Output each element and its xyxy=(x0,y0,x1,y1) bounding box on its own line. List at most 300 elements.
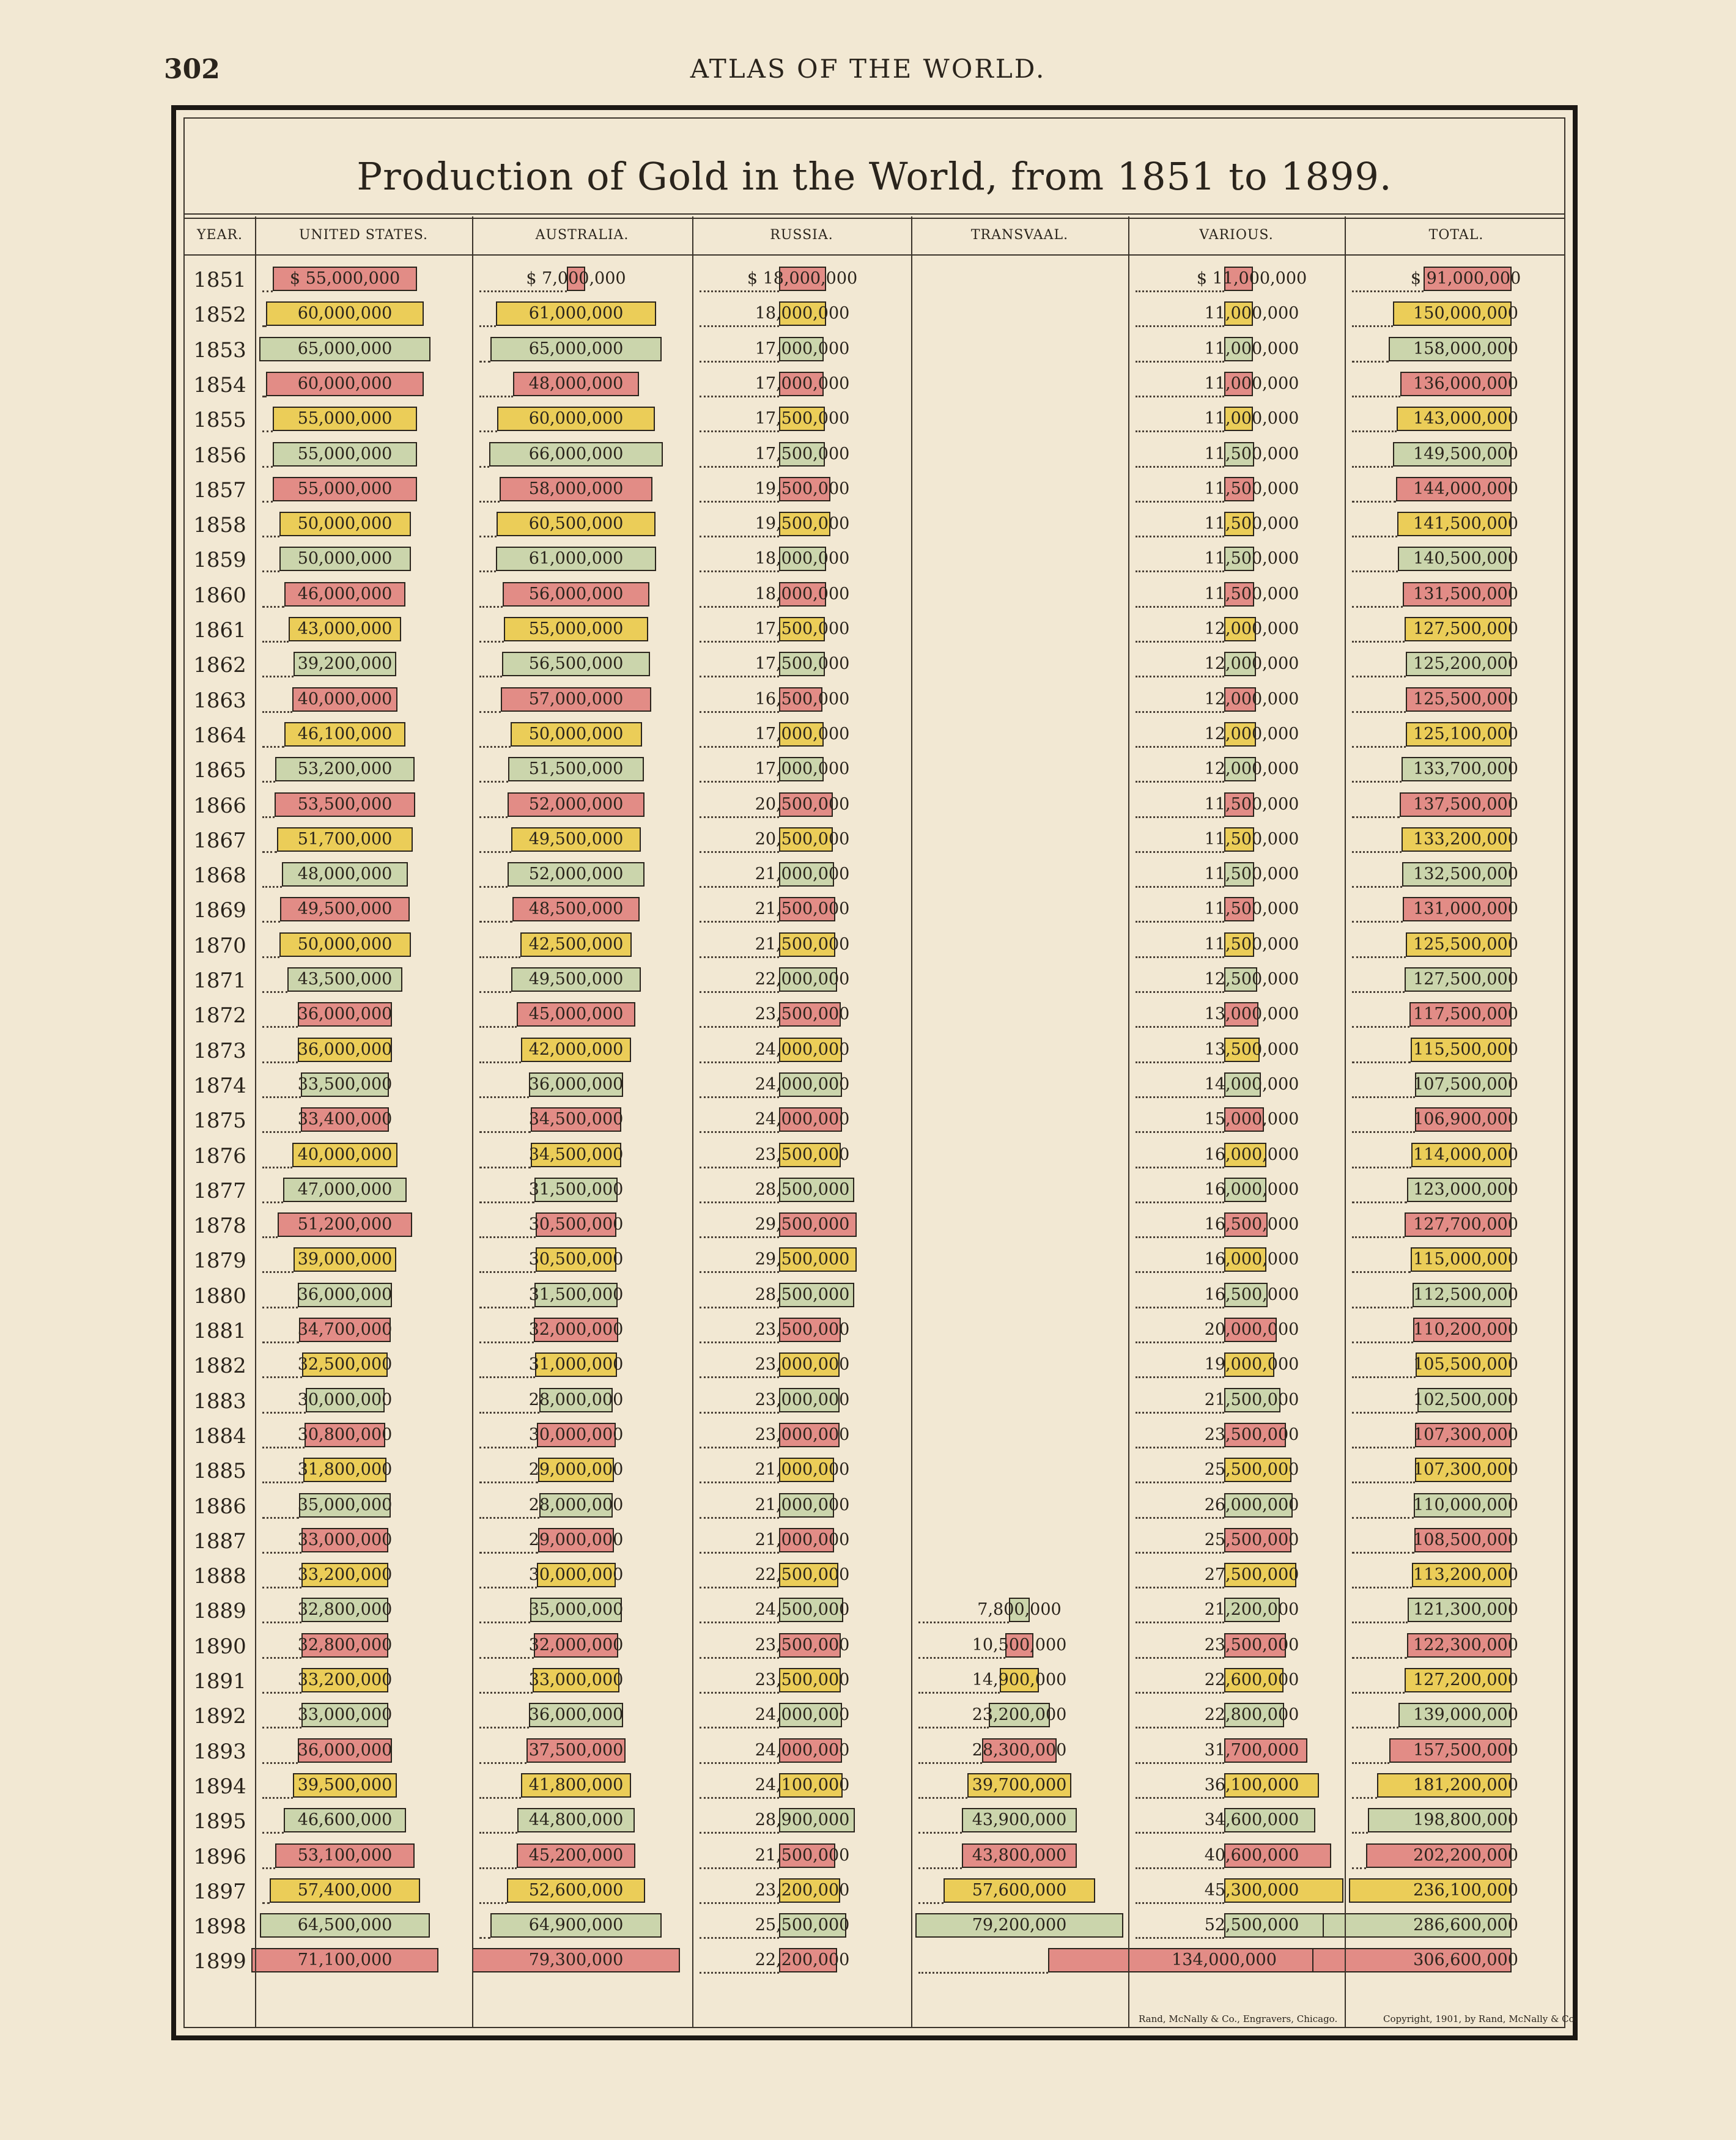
dotted-leader xyxy=(479,676,502,677)
value-label-australia: 30,500,000 xyxy=(528,1215,624,1234)
value-label-total: 117,500,000 xyxy=(1413,1005,1518,1024)
dotted-leader xyxy=(262,1797,293,1799)
value-label-russia: 23,500,000 xyxy=(755,1145,850,1164)
value-label-total: 107,500,000 xyxy=(1413,1074,1518,1094)
dotted-leader xyxy=(479,956,520,958)
value-label-united-states: 50,000,000 xyxy=(297,549,393,569)
value-label-united-states: $ 55,000,000 xyxy=(289,269,401,288)
dotted-leader xyxy=(1136,1727,1224,1729)
value-label-various: 12,000,000 xyxy=(1204,724,1299,743)
dotted-leader xyxy=(918,1832,962,1834)
dotted-leader xyxy=(1136,711,1224,713)
dotted-leader xyxy=(479,1271,536,1273)
dotted-leader xyxy=(262,886,282,888)
year-label: 1878 xyxy=(193,1214,246,1239)
dotted-leader xyxy=(700,1727,779,1729)
value-label-australia: 60,000,000 xyxy=(528,409,624,429)
value-label-united-states: 31,800,000 xyxy=(297,1460,393,1480)
dotted-leader xyxy=(700,606,779,608)
value-label-russia: 17,000,000 xyxy=(755,374,850,393)
dotted-leader xyxy=(700,991,779,993)
value-label-various: 12,000,000 xyxy=(1204,619,1299,638)
value-label-total: 136,000,000 xyxy=(1413,374,1518,393)
dotted-leader xyxy=(1352,1096,1415,1098)
dotted-leader xyxy=(700,290,779,292)
value-label-various: 20,000,000 xyxy=(1204,1320,1299,1339)
value-label-various: 16,000,000 xyxy=(1204,1145,1299,1164)
dotted-leader xyxy=(1352,886,1402,888)
value-label-united-states: 36,000,000 xyxy=(297,1285,393,1304)
column-header: UNITED STATES. xyxy=(298,227,429,243)
table-row xyxy=(185,333,1564,367)
value-label-transvaal: 79,200,000 xyxy=(972,1916,1067,1935)
dotted-leader xyxy=(479,1201,534,1203)
value-label-russia: 25,500,000 xyxy=(755,1916,850,1935)
dotted-leader xyxy=(1352,1657,1407,1659)
value-label-total: 181,200,000 xyxy=(1413,1775,1518,1795)
dotted-leader xyxy=(700,1307,779,1308)
value-label-united-states: 36,000,000 xyxy=(297,1740,393,1760)
value-label-australia: 30,000,000 xyxy=(528,1565,624,1585)
value-label-various: 19,000,000 xyxy=(1204,1355,1299,1374)
value-label-russia: 23,000,000 xyxy=(755,1390,850,1409)
dotted-leader xyxy=(700,1552,779,1554)
dotted-leader xyxy=(1352,711,1406,713)
dotted-leader xyxy=(1136,1762,1224,1764)
dotted-leader xyxy=(262,1517,299,1519)
table-row xyxy=(185,1104,1564,1138)
value-label-various: 26,000,000 xyxy=(1204,1495,1299,1515)
value-label-total: 144,000,000 xyxy=(1413,479,1518,498)
value-label-total: 110,200,000 xyxy=(1413,1320,1518,1339)
value-label-various: 11,500,000 xyxy=(1204,865,1299,884)
value-label-russia: 28,900,000 xyxy=(755,1810,850,1830)
dotted-leader xyxy=(479,325,496,327)
dotted-leader xyxy=(479,290,567,292)
value-label-united-states: 40,000,000 xyxy=(297,689,393,709)
value-label-united-states: 48,000,000 xyxy=(297,865,393,884)
dotted-leader xyxy=(700,536,779,537)
value-label-australia: 65,000,000 xyxy=(528,339,624,358)
value-label-australia: 31,500,000 xyxy=(528,1179,624,1199)
table-row xyxy=(185,1524,1564,1559)
dotted-leader xyxy=(700,396,779,397)
dotted-leader xyxy=(262,816,275,818)
dotted-leader xyxy=(262,1832,284,1834)
dotted-leader xyxy=(1352,1552,1414,1554)
value-label-russia: 24,000,000 xyxy=(755,1110,850,1129)
dotted-leader xyxy=(1136,1657,1224,1659)
value-label-total: 125,500,000 xyxy=(1413,689,1518,709)
value-label-transvaal: 134,000,000 xyxy=(1172,1950,1277,1970)
value-label-australia: 56,500,000 xyxy=(528,654,624,674)
dotted-leader xyxy=(918,1622,1009,1623)
value-label-total: $ 91,000,000 xyxy=(1410,269,1521,288)
dotted-leader xyxy=(1136,536,1224,537)
table-row xyxy=(185,858,1564,893)
dotted-leader xyxy=(479,1902,507,1904)
value-label-australia: 61,000,000 xyxy=(528,304,624,323)
value-label-united-states: 33,000,000 xyxy=(297,1530,393,1549)
value-label-various: $ 11,000,000 xyxy=(1196,269,1307,288)
column-header: AUSTRALIA. xyxy=(535,227,629,243)
dotted-leader xyxy=(700,361,779,363)
dotted-leader xyxy=(262,1587,301,1588)
value-label-united-states: 32,800,000 xyxy=(297,1635,393,1655)
dotted-leader xyxy=(1136,1902,1224,1904)
dotted-leader xyxy=(262,501,273,503)
dotted-leader xyxy=(1352,781,1402,783)
value-label-united-states: 32,500,000 xyxy=(297,1355,393,1374)
value-label-total: 125,500,000 xyxy=(1413,934,1518,954)
dotted-leader xyxy=(479,1552,538,1554)
dotted-leader xyxy=(1136,501,1224,503)
value-label-united-states: 43,500,000 xyxy=(297,970,393,989)
value-label-various: 15,000,000 xyxy=(1204,1110,1299,1129)
table-row xyxy=(185,1769,1564,1804)
value-label-australia: 64,900,000 xyxy=(528,1916,624,1935)
value-label-australia: 61,000,000 xyxy=(528,549,624,569)
dotted-leader xyxy=(479,1026,517,1028)
table-row xyxy=(185,1840,1564,1874)
value-label-various: 12,000,000 xyxy=(1204,689,1299,709)
value-label-total: 141,500,000 xyxy=(1413,514,1518,534)
year-label: 1882 xyxy=(193,1354,246,1379)
table-row xyxy=(185,1699,1564,1733)
dotted-leader xyxy=(1136,921,1224,923)
year-label: 1865 xyxy=(193,758,246,783)
dotted-leader xyxy=(700,1167,779,1168)
dotted-leader xyxy=(1136,816,1224,818)
dotted-leader xyxy=(700,781,779,783)
dotted-leader xyxy=(479,1061,521,1063)
value-label-russia: 17,500,000 xyxy=(755,409,850,429)
dotted-leader xyxy=(1352,1131,1415,1133)
table-row xyxy=(185,298,1564,332)
year-label: 1859 xyxy=(193,548,246,573)
value-label-australia: 41,800,000 xyxy=(528,1775,624,1795)
value-label-australia: 28,000,000 xyxy=(528,1390,624,1409)
dotted-leader xyxy=(1352,325,1393,327)
dotted-leader xyxy=(700,711,779,713)
year-label: 1890 xyxy=(193,1634,246,1659)
value-label-russia: 18,000,000 xyxy=(755,304,850,323)
value-label-various: 25,500,000 xyxy=(1204,1460,1299,1480)
year-label: 1851 xyxy=(193,268,246,292)
dotted-leader xyxy=(1136,1832,1224,1834)
dotted-leader xyxy=(1352,290,1424,292)
table-row xyxy=(185,1875,1564,1909)
value-label-various: 23,500,000 xyxy=(1204,1425,1299,1444)
dotted-leader xyxy=(262,1341,299,1343)
value-label-various: 11,500,000 xyxy=(1204,934,1299,954)
value-label-australia: 57,000,000 xyxy=(528,689,624,709)
dotted-leader xyxy=(700,1587,779,1588)
dotted-leader xyxy=(700,1937,779,1939)
dotted-leader xyxy=(700,1061,779,1063)
value-label-united-states: 32,800,000 xyxy=(297,1600,393,1620)
value-label-total: 125,200,000 xyxy=(1413,654,1518,674)
year-label: 1872 xyxy=(193,1003,246,1028)
table-frame xyxy=(171,105,1578,2040)
value-label-australia: 49,500,000 xyxy=(528,970,624,989)
dotted-leader xyxy=(479,466,489,468)
dotted-leader xyxy=(479,921,512,923)
value-label-russia: 20,500,000 xyxy=(755,829,850,849)
table-row xyxy=(185,929,1564,963)
dotted-leader xyxy=(262,921,280,923)
table-row xyxy=(185,1384,1564,1419)
dotted-leader xyxy=(1352,1447,1415,1448)
year-label: 1866 xyxy=(193,793,246,818)
dotted-leader xyxy=(1136,851,1224,853)
table-row xyxy=(185,368,1564,402)
dotted-leader xyxy=(479,501,500,503)
value-label-united-states: 50,000,000 xyxy=(297,514,393,534)
dotted-leader xyxy=(1136,1587,1224,1588)
dotted-leader xyxy=(700,1271,779,1273)
value-label-russia: 23,000,000 xyxy=(755,1425,850,1444)
dotted-leader xyxy=(479,430,497,432)
value-label-various: 16,500,000 xyxy=(1204,1285,1299,1304)
dotted-leader xyxy=(700,1517,779,1519)
dotted-leader xyxy=(262,1061,298,1063)
year-label: 1894 xyxy=(193,1774,246,1799)
value-label-total: 113,200,000 xyxy=(1413,1565,1518,1585)
value-label-total: 157,500,000 xyxy=(1413,1740,1518,1760)
table-row xyxy=(185,824,1564,858)
value-label-australia: 45,000,000 xyxy=(528,1005,624,1024)
value-label-transvaal: 39,700,000 xyxy=(972,1775,1067,1795)
year-label: 1864 xyxy=(193,723,246,748)
value-label-united-states: 53,100,000 xyxy=(297,1845,393,1865)
value-label-russia: 29,500,000 xyxy=(755,1215,850,1234)
value-label-australia: 58,000,000 xyxy=(528,479,624,498)
value-label-australia: 44,800,000 xyxy=(528,1810,624,1830)
value-label-various: 40,600,000 xyxy=(1204,1845,1299,1865)
dotted-leader xyxy=(700,1447,779,1448)
dotted-leader xyxy=(700,1131,779,1133)
value-label-total: 102,500,000 xyxy=(1413,1390,1518,1409)
column-header: TRANSVAAL. xyxy=(970,227,1069,243)
value-label-various: 23,500,000 xyxy=(1204,1635,1299,1655)
value-label-various: 11,000,000 xyxy=(1204,304,1299,323)
dotted-leader xyxy=(700,1762,779,1764)
year-label: 1867 xyxy=(193,828,246,853)
dotted-leader xyxy=(1136,1692,1224,1694)
dotted-leader xyxy=(1136,1552,1224,1554)
dotted-leader xyxy=(479,1867,517,1869)
dotted-leader xyxy=(479,396,513,397)
value-label-various: 11,500,000 xyxy=(1204,584,1299,603)
table-row xyxy=(185,543,1564,577)
dotted-leader xyxy=(700,570,779,572)
value-label-russia: 17,000,000 xyxy=(755,724,850,743)
dotted-leader xyxy=(262,1131,301,1133)
value-label-various: 16,000,000 xyxy=(1204,1179,1299,1199)
dotted-leader xyxy=(262,956,279,958)
dotted-leader xyxy=(1352,1727,1398,1729)
dotted-leader xyxy=(262,1867,275,1869)
value-label-australia: 51,500,000 xyxy=(528,759,624,779)
value-label-transvaal: 14,900,000 xyxy=(972,1670,1067,1689)
dotted-leader xyxy=(262,570,279,572)
table-row xyxy=(185,1174,1564,1208)
value-label-russia: 23,200,000 xyxy=(755,1880,850,1900)
value-label-various: 45,300,000 xyxy=(1204,1880,1299,1900)
value-label-australia: 48,500,000 xyxy=(528,899,624,919)
value-label-australia: 60,500,000 xyxy=(528,514,624,534)
value-label-russia: 23,500,000 xyxy=(755,1670,850,1689)
dotted-leader xyxy=(479,1376,535,1378)
dotted-leader xyxy=(700,1376,779,1378)
dotted-leader xyxy=(262,1727,301,1729)
dotted-leader xyxy=(700,921,779,923)
value-label-total: 110,000,000 xyxy=(1413,1495,1518,1515)
dotted-leader xyxy=(700,1972,779,1974)
dotted-leader xyxy=(262,1026,298,1028)
dotted-leader xyxy=(700,430,779,432)
value-label-total: 236,100,000 xyxy=(1413,1880,1518,1900)
dotted-leader xyxy=(1352,676,1406,677)
value-label-russia: 17,000,000 xyxy=(755,759,850,779)
dotted-leader xyxy=(1136,1867,1224,1869)
dotted-leader xyxy=(1352,746,1406,748)
dotted-leader xyxy=(1136,290,1224,292)
value-label-russia: 16,500,000 xyxy=(755,689,850,709)
value-label-transvaal: 57,600,000 xyxy=(972,1880,1067,1900)
value-label-total: 143,000,000 xyxy=(1413,409,1518,429)
table-row xyxy=(185,1944,1564,1979)
value-label-total: 149,500,000 xyxy=(1413,444,1518,463)
dotted-leader xyxy=(1136,886,1224,888)
value-label-various: 11,000,000 xyxy=(1204,339,1299,358)
dotted-leader xyxy=(700,641,779,643)
dotted-leader xyxy=(700,1341,779,1343)
year-label: 1871 xyxy=(193,969,246,993)
value-label-australia: $ 7,000,000 xyxy=(526,269,626,288)
value-label-total: 105,500,000 xyxy=(1413,1355,1518,1374)
dotted-leader xyxy=(1352,816,1400,818)
dotted-leader xyxy=(262,1447,305,1448)
dotted-leader xyxy=(479,1762,526,1764)
dotted-leader xyxy=(262,1201,283,1203)
dotted-leader xyxy=(262,536,279,537)
dotted-leader xyxy=(479,536,497,537)
dotted-leader xyxy=(700,1201,779,1203)
value-label-various: 22,600,000 xyxy=(1204,1670,1299,1689)
value-label-total: 108,500,000 xyxy=(1413,1530,1518,1549)
value-label-various: 16,000,000 xyxy=(1204,1250,1299,1269)
dotted-leader xyxy=(479,1797,521,1799)
value-label-united-states: 46,000,000 xyxy=(297,584,393,603)
table-row xyxy=(185,1735,1564,1769)
value-label-australia: 56,000,000 xyxy=(528,584,624,603)
dotted-leader xyxy=(1352,956,1406,958)
year-label: 1860 xyxy=(193,583,246,608)
dotted-leader xyxy=(1136,1376,1224,1378)
dotted-leader xyxy=(1136,1131,1224,1133)
value-label-australia: 32,000,000 xyxy=(528,1635,624,1655)
year-label: 1880 xyxy=(193,1283,246,1308)
dotted-leader xyxy=(700,1902,779,1904)
dotted-leader xyxy=(1136,430,1224,432)
table-row xyxy=(185,508,1564,542)
value-label-australia: 79,300,000 xyxy=(528,1950,624,1970)
dotted-leader xyxy=(1352,1201,1407,1203)
dotted-leader xyxy=(1136,606,1224,608)
value-label-various: 31,700,000 xyxy=(1204,1740,1299,1760)
dotted-leader xyxy=(262,991,287,993)
value-label-united-states: 55,000,000 xyxy=(297,444,393,463)
value-label-australia: 48,000,000 xyxy=(528,374,624,393)
table-row xyxy=(185,718,1564,753)
table-row xyxy=(185,578,1564,613)
dotted-leader xyxy=(700,501,779,503)
dotted-leader xyxy=(1352,396,1400,397)
value-label-various: 11,500,000 xyxy=(1204,479,1299,498)
value-label-transvaal: 43,800,000 xyxy=(972,1845,1067,1865)
value-label-various: 12,000,000 xyxy=(1204,759,1299,779)
table-row xyxy=(185,1594,1564,1628)
value-label-united-states: 33,200,000 xyxy=(297,1670,393,1689)
dotted-leader xyxy=(1136,1026,1224,1028)
value-label-united-states: 36,000,000 xyxy=(297,1005,393,1024)
value-label-total: 137,500,000 xyxy=(1413,794,1518,814)
table-row xyxy=(185,893,1564,928)
dotted-leader xyxy=(1352,921,1403,923)
value-label-united-states: 55,000,000 xyxy=(297,479,393,498)
dotted-leader xyxy=(479,1412,539,1414)
dotted-leader xyxy=(1136,1481,1224,1483)
dotted-leader xyxy=(479,1587,537,1588)
year-label: 1869 xyxy=(193,898,246,923)
year-label: 1886 xyxy=(193,1494,246,1519)
value-label-australia: 37,500,000 xyxy=(528,1740,624,1760)
value-label-transvaal: 7,800,000 xyxy=(977,1600,1062,1620)
value-label-total: 123,000,000 xyxy=(1413,1179,1518,1199)
year-label: 1892 xyxy=(193,1704,246,1729)
column-divider xyxy=(1128,216,1129,2027)
value-label-various: 16,500,000 xyxy=(1204,1215,1299,1234)
dotted-leader xyxy=(700,1026,779,1028)
dotted-leader xyxy=(1352,641,1405,643)
value-label-united-states: 51,200,000 xyxy=(297,1215,393,1234)
value-label-australia: 66,000,000 xyxy=(528,444,624,463)
year-label: 1893 xyxy=(193,1739,246,1764)
value-label-russia: 21,000,000 xyxy=(755,1495,850,1515)
dotted-leader xyxy=(1352,1026,1409,1028)
value-label-australia: 33,000,000 xyxy=(528,1670,624,1689)
dotted-leader xyxy=(262,1376,302,1378)
dotted-leader xyxy=(262,1167,292,1168)
divider xyxy=(185,254,1564,256)
value-label-total: 140,500,000 xyxy=(1413,549,1518,569)
dotted-leader xyxy=(918,1727,989,1729)
dotted-leader xyxy=(1136,1236,1224,1238)
value-label-united-states: 60,000,000 xyxy=(297,374,393,393)
dotted-leader xyxy=(479,1622,530,1623)
dotted-leader xyxy=(918,1972,1048,1974)
dotted-leader xyxy=(918,1867,962,1869)
value-label-russia: 23,500,000 xyxy=(755,1635,850,1655)
dotted-leader xyxy=(1352,1481,1415,1483)
value-label-australia: 28,000,000 xyxy=(528,1495,624,1515)
chart-title: Production of Gold in the World, from 1851 to 1899. xyxy=(356,154,1392,199)
dotted-leader xyxy=(262,606,284,608)
value-label-australia: 30,000,000 xyxy=(528,1425,624,1444)
column-divider xyxy=(911,216,912,2027)
